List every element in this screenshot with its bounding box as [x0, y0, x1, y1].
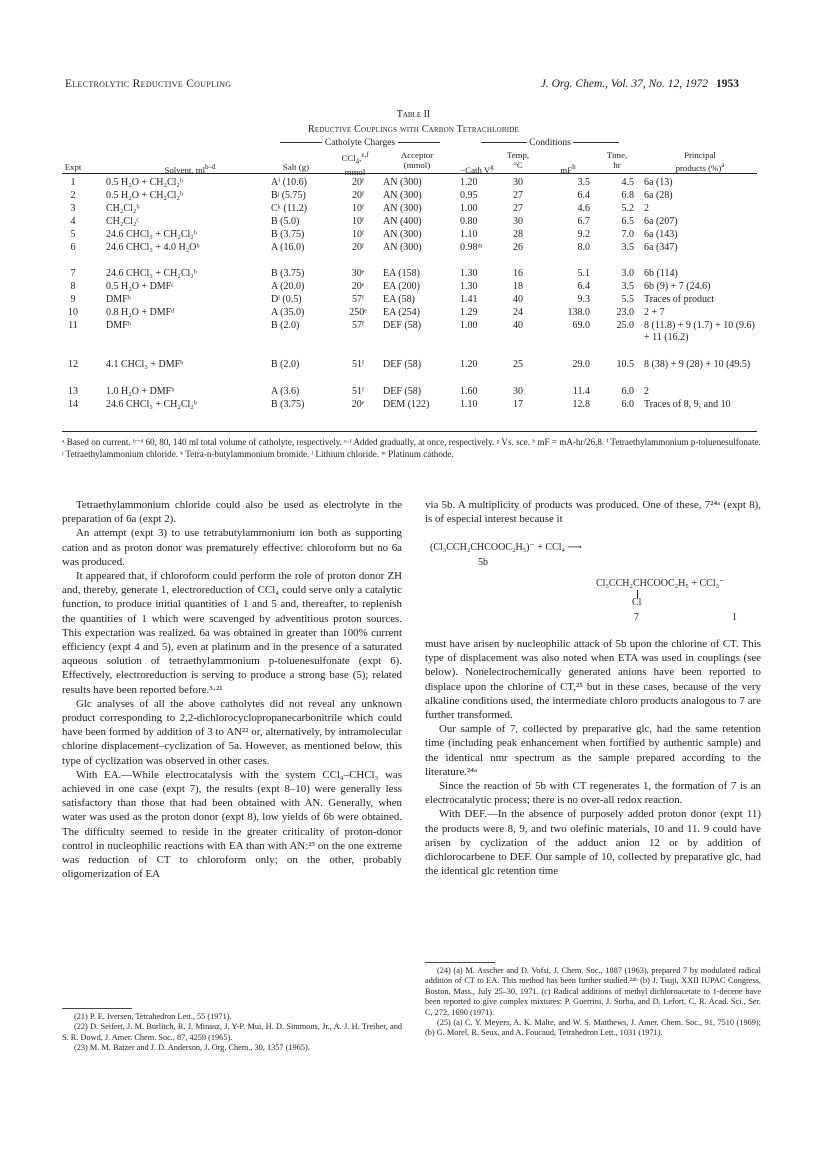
cell-ccl4: 20ᶠ	[351, 242, 365, 253]
cell-mf: 29.0	[572, 359, 590, 370]
cell-ccl4: 10ᶠ	[351, 203, 365, 214]
cell-cathode-voltage: 1.30	[460, 281, 478, 292]
cell-time: 3.0	[621, 268, 634, 279]
col-mf: $mF^h$	[560, 163, 576, 175]
cell-salt: A (35.0)	[271, 307, 305, 318]
col-ccl4: CCl$_4$,$^{e,f}$ mmol	[341, 151, 369, 177]
cell-temperature: 18	[513, 281, 523, 292]
cell-products: 2 + 7	[644, 307, 665, 318]
cell-acceptor: AN (300)	[383, 177, 422, 188]
cell-salt: Aⁱ (10.6)	[271, 177, 307, 188]
cell-cathode-voltage: 0.95	[460, 190, 478, 201]
cell-expt: 1	[70, 177, 76, 188]
scheme-reactants: (Cl₃CCH₂CHCOOC₂H₅)⁻ + CCl₄ ⟶	[430, 542, 582, 553]
paragraph: Glc analyses of all the above catholytes did not reveal any unknown product corresponding to 2,2-dichlorocyclopropanecarbonitrile which could have been formed by addition of 3 to AN²² or, alternatively, by intramolecular chlorine displacement–cyclization of 5a. However, as mentioned below, this type of cyclization was observed in other cases.	[62, 697, 402, 767]
cell-time: 3.5	[621, 281, 634, 292]
cell-products: 2	[644, 203, 649, 214]
paragraph: must have arisen by nucleophilic attack of 5b upon the chlorine of CT. This type of displacement was also noted when ETA was used in couplings (see below). Nonelectrochemically generated anions have been reported to displace upon the chlorine of CT,²⁵ but in these cases, because of the very alkaline conditions used, the intermediate chloro products analogous to 7 are further transformed.	[425, 638, 761, 722]
cell-acceptor: AN (400)	[383, 216, 422, 227]
cell-mf: 12.8	[572, 399, 590, 410]
cell-solvent: 24.6 CHCl₃ + CH₂Cl₂ᵇ	[106, 268, 197, 279]
cell-salt: Dˡ (0.5)	[271, 294, 302, 305]
cell-temperature: 24	[513, 307, 523, 318]
cell-expt: 9	[70, 294, 76, 305]
cell-expt: 11	[68, 320, 78, 331]
journal-citation: J. Org. Chem., Vol. 37, No. 12, 1972	[540, 78, 708, 90]
cell-salt: A (3.6)	[271, 386, 300, 397]
cell-ccl4: 57ᶠ	[351, 294, 365, 305]
cell-salt: B (2.0)	[271, 359, 300, 370]
cell-time: 5.2	[621, 203, 634, 214]
cell-products: 6a (207)	[644, 216, 678, 227]
cell-cathode-voltage: 1.20	[460, 359, 478, 370]
cell-ccl4: 10ᶠ	[351, 229, 365, 240]
cell-temperature: 30	[513, 386, 523, 397]
cell-temperature: 27	[513, 190, 523, 201]
reference: (23) M. M. Baizer and J. D. Anderson, J. Org. Chem., 30, 1357 (1965).	[74, 1043, 310, 1053]
cell-products: 6a (13)	[644, 177, 673, 188]
cell-time: 7.0	[621, 229, 634, 240]
running-head	[65, 78, 739, 94]
cell-solvent: 0.5 H₂O + CH₂Cl₂ᵇ	[106, 190, 183, 201]
cell-temperature: 27	[513, 203, 523, 214]
cell-solvent: 0.8 H₂O + DMFᵈ	[106, 307, 175, 318]
cell-expt: 8	[70, 281, 76, 292]
cell-salt: B (3.75)	[271, 399, 305, 410]
cell-temperature: 25	[513, 359, 523, 370]
cell-cathode-voltage: 1.00	[460, 203, 478, 214]
paragraph: via 5b. A multiplicity of products was produced. One of these, 7²⁴ᵃ (expt 8), is of especial interest because it	[425, 499, 761, 526]
cell-products: Traces of product	[644, 294, 715, 305]
cell-expt: 6	[70, 242, 76, 253]
paragraph: Tetraethylammonium chloride could also be used as electrolyte in the preparation of 6a (expt 2).	[62, 499, 402, 526]
cell-acceptor: EA (200)	[383, 281, 420, 292]
cell-mf: 5.1	[577, 268, 590, 279]
col-solvent: Solvent, $ml^{b-d}$	[164, 163, 216, 175]
scheme-substituent: Cl	[632, 597, 642, 608]
cell-expt: 2	[70, 190, 76, 201]
left-column	[62, 498, 402, 881]
paragraph: Our sample of 7, collected by preparative glc, had the same retention time (including peak enhancement when fortified by authentic sample) and the identical nmr spectrum as the sample prepared according to the literature.²⁴ᵃ	[425, 723, 761, 778]
cell-acceptor: AN (300)	[383, 242, 422, 253]
references-rule	[62, 1008, 132, 1009]
cell-salt: B (5.0)	[271, 216, 300, 227]
cell-acceptor: DEF (58)	[383, 386, 422, 397]
cell-mf: 69.0	[572, 320, 590, 331]
cell-solvent: 24.6 CHCl₃ + CH₂Cl₂ᵇ	[106, 399, 197, 410]
cell-ccl4: 250ᵉ	[349, 307, 367, 318]
col-products: Principal products (%)$^a$	[675, 150, 725, 173]
cell-products: 6b (114)	[644, 268, 678, 279]
cell-products: 8 (38) + 9 (28) + 10 (49.5)	[644, 359, 751, 370]
cell-temperature: 28	[513, 229, 523, 240]
cell-solvent: 24.6 CHCl₃ + 4.0 H₂Oᵇ	[106, 242, 200, 253]
right-column	[425, 498, 761, 526]
cell-temperature: 16	[513, 268, 523, 279]
cell-cathode-voltage: 0.80	[460, 216, 478, 227]
cell-acceptor: AN (300)	[383, 190, 422, 201]
cell-temperature: 40	[513, 320, 523, 331]
cell-mf: 3.5	[577, 177, 590, 188]
cell-cathode-voltage: 1.10	[460, 229, 478, 240]
page-number: 1953	[716, 78, 739, 90]
table-header-rule	[62, 173, 757, 174]
cell-cathode-voltage: 1.20	[460, 177, 478, 188]
cell-mf: 6.7	[577, 216, 590, 227]
cell-cathode-voltage: 1.60	[460, 386, 478, 397]
col-acceptor: Acceptor (mmol)	[400, 150, 434, 170]
cell-time: 4.5	[621, 177, 634, 188]
table-footnotes: ᵃ Based on current. ᵇ⁻ᵈ 60, 80, 140 ml total volume of catholyte, respectively. ᵉ·ᶠ Added gradually, at once, respectively. ᵍ Vs. sce. ʰ mF = mA-hr/26.8. ⁱ Tetraethylammonium p-toluenesulfonate. ʲ Tetraethylammonium chloride. ᵏ Tetra-n-butylammonium bromide. ˡ Lithium chloride. ᵐ Platinum cathode.	[62, 437, 761, 459]
cell-time: 10.5	[616, 359, 634, 370]
cell-expt: 4	[70, 216, 76, 227]
cell-acceptor: AN (300)	[383, 229, 422, 240]
cell-time: 25.0	[616, 320, 634, 331]
table-bottom-rule	[62, 431, 757, 432]
cell-solvent: CH₂Cl₂ᵇ	[106, 203, 140, 214]
reference: (21) P. E. Iversen, Tetrahedron Lett., 55 (1971).	[74, 1012, 232, 1021]
cell-mf: 8.0	[577, 242, 590, 253]
cell-salt: Bʲ (5.75)	[271, 190, 306, 201]
cell-temperature: 30	[513, 177, 523, 188]
cell-temperature: 26	[513, 242, 523, 253]
cell-acceptor: DEF (58)	[383, 320, 422, 331]
conditions-group-label: Conditions	[529, 138, 571, 148]
cell-products: Traces of 8, 9, and 10	[644, 399, 731, 410]
cell-cathode-voltage: 1.29	[460, 307, 478, 318]
cell-solvent: DMFᵇ	[106, 294, 131, 305]
cell-cathode-voltage: 1.10	[460, 399, 478, 410]
references-rule	[425, 962, 495, 963]
cell-solvent: 24.6 CHCl₃ + CH₂Cl₂ᵇ	[106, 229, 197, 240]
catholyte-group-head	[265, 138, 455, 148]
reference: (24) (a) M. Asscher and D. Vofsi, J. Chem. Soc., 1887 (1963), prepared 7 by modulated radical addition of CT to EA. This method has been further studied.²⁴ᵇ (b) J. Tsuji, XXII IUPAC Congress, Boston, Mass., July 25–30, 1971. (c) Radical additions of methyl dichloroacetate to 1-decene have been reported to give complex mixtures: P. Guerrini, J. Sorba, and D. Lefort, C. R. Acad. Sci., Ser. C, 272, 1690 (1971).	[425, 966, 761, 1017]
cell-ccl4: 51ᶠ	[351, 359, 365, 370]
cell-ccl4: 57ᶠ	[351, 320, 365, 331]
cell-expt: 3	[70, 203, 76, 214]
cell-products: 6a (347)	[644, 242, 678, 253]
references-left	[62, 1012, 402, 1054]
cell-solvent: 0.5 H₂O + CH₂Cl₂ᵇ	[106, 177, 183, 188]
cell-expt: 10	[68, 307, 78, 318]
cell-mf: 9.2	[577, 229, 590, 240]
cell-expt: 5	[70, 229, 76, 240]
col-time: Time, hr	[606, 150, 628, 170]
cell-products: 8 (11.8) + 9 (1.7) + 10 (9.6) + 11 (16.2)	[644, 320, 755, 343]
reference: (22) D. Seifert, J. M. Burlitch, R. J. Minasz, J. Y-P. Mui, H. D. Simmons, Jr., A. J. H. Treiber, and S. R. Dowd, J. Amer. Chem. Soc., 87, 4259 (1965).	[62, 1022, 402, 1042]
cell-acceptor: AN (300)	[383, 203, 422, 214]
cell-mf: 6.4	[577, 281, 590, 292]
cell-ccl4: 20ᵉ	[351, 399, 365, 410]
paragraph: Since the reaction of 5b with CT regenerates 1, the formation of 7 is an electrocatalytic process; there is no over-all redox reaction.	[425, 780, 761, 807]
cell-acceptor: DEM (122)	[383, 399, 430, 410]
cell-salt: B (3.75)	[271, 268, 305, 279]
cell-time: 6.5	[621, 216, 634, 227]
cell-ccl4: 30ᵉ	[351, 268, 365, 279]
cell-acceptor: DEF (58)	[383, 359, 422, 370]
scheme-products: Cl₃CCH₂CHCOOC₂H₅ + CCl₃⁻	[596, 578, 725, 589]
paragraph: With EA.—While electrocatalysis with the system CCl₄–CHCl₃ was achieved in one case (expt 7), the results (expt 8–10) were generally less satisfactory than those that had been obtained with AN. Generally, when water was used as the proton donor (expt 8), low yields of 6b were obtained. The difficulty seemed to reside in the greater criticality of proton-donor control in nucleophilic reactions with EA than with AN:²³ on the one extreme was reduction of CT to chloroform only; on the other, probably oligomerization of EA	[62, 768, 402, 881]
cell-cathode-voltage: 1.30	[460, 268, 478, 279]
cell-salt: A (20.0)	[271, 281, 305, 292]
cell-solvent: CH₂Cl₂ᶜ	[106, 216, 139, 227]
cell-products: 6a (143)	[644, 229, 678, 240]
cell-cathode-voltage: 0.98ᵐ	[460, 242, 483, 253]
cell-mf: 138.0	[567, 307, 590, 318]
cell-cathode-voltage: 1.00	[460, 320, 478, 331]
col-expt: Expt	[64, 162, 82, 172]
cell-expt: 7	[70, 268, 76, 279]
col-salt: Salt (g)	[282, 162, 310, 172]
cell-salt: B (3.75)	[271, 229, 305, 240]
cell-expt: 12	[68, 359, 78, 370]
cell-mf: 4.6	[577, 203, 590, 214]
cell-salt: B (2.0)	[271, 320, 300, 331]
cell-solvent: DMFᵇ	[106, 320, 131, 331]
col-cath: −Cath $V^g$	[460, 163, 494, 175]
cell-cathode-voltage: 1.41	[460, 294, 478, 305]
catholyte-group-label: Catholyte Charges	[324, 138, 396, 148]
cell-mf: 6.4	[577, 190, 590, 201]
scheme-label-7: 7	[634, 612, 639, 623]
cell-time: 6.8	[621, 190, 634, 201]
conditions-group-head	[470, 138, 630, 148]
cell-ccl4: 20ᵉ	[351, 281, 365, 292]
cell-salt: A (16.0)	[271, 242, 305, 253]
cell-time: 5.5	[621, 294, 634, 305]
cell-temperature: 40	[513, 294, 523, 305]
running-head-citation	[541, 78, 739, 90]
cell-solvent: 4.1 CHCl₃ + DMFᵇ	[106, 359, 184, 370]
cell-salt: Cᵏ (11.2)	[271, 203, 308, 214]
cell-acceptor: EA (158)	[383, 268, 420, 279]
paragraph: With DEF.—In the absence of purposely added proton donor (expt 11) the products were 8, 9, and two olefinic materials, 10 and 11. 9 could have arisen by cyclization of the adduct anion 12 or by addition of dichlorocarbene to DEF. Our sample of 10, collected by preparative glc, had the identical glc retention time	[425, 808, 761, 878]
cell-ccl4: 20ᶠ	[351, 190, 365, 201]
cell-time: 6.0	[621, 399, 634, 410]
scheme-label-1: 1	[732, 612, 737, 623]
table-caption: Reductive Couplings with Carbon Tetrachloride	[308, 124, 519, 135]
cell-solvent: 0.5 H₂O + DMFᶜ	[106, 281, 174, 292]
cell-products: 2	[644, 386, 649, 397]
scheme-label-5b: 5b	[478, 557, 488, 568]
cell-acceptor: EA (254)	[383, 307, 420, 318]
table-title: Table II	[396, 109, 431, 120]
cell-time: 23.0	[616, 307, 634, 318]
cell-mf: 9.3	[577, 294, 590, 305]
cell-temperature: 17	[513, 399, 523, 410]
reference: (25) (a) C. Y. Meyers, A. K. Malte, and W. S. Matthews, J. Amer. Chem. Soc., 91, 7510 (1969); (b) G. Morel, R. Seux, and A. Foucaud, Tetrahedron Lett., 1031 (1971).	[425, 1018, 761, 1038]
right-column-body	[425, 637, 761, 878]
references-right	[425, 966, 761, 1039]
cell-products: 6b (9) + 7 (24.6)	[644, 281, 711, 292]
cell-temperature: 30	[513, 216, 523, 227]
running-head-title: Electrolytic Reductive Coupling	[65, 78, 232, 90]
cell-ccl4: 51ᶠ	[351, 386, 365, 397]
cell-time: 6.0	[621, 386, 634, 397]
paragraph: It appeared that, if chloroform could perform the role of proton donor ZH and, thereby, generate 1, electroreduction of CCl₄ could serve only a catalytic function, to produce initial quantities of 1 and 5 and, thereafter, to replenish the quantities of 1 which were scavenged by adventitious proton sources. This expectation was realized. 6a was obtained in greater than 100% current efficiency (expt 4 and 5), even at platinum and in the presence of a saturated aqueous solution of tetraethylammonium p-toluenesulfonate (expt 6). Effectively, electroreduction is serving to produce a strong base (5); related results have been reported before.³·²¹	[62, 570, 402, 696]
cell-ccl4: 10ᶠ	[351, 216, 365, 227]
cell-time: 3.5	[621, 242, 634, 253]
col-temp: Temp, °C	[506, 150, 530, 170]
cell-mf: 11.4	[572, 386, 590, 397]
cell-acceptor: EA (58)	[383, 294, 415, 305]
paragraph: An attempt (expt 3) to use tetrabutylammonium ion both as supporting cation and as proton donor was prematurely effective: chloroform but no 6a was produced.	[62, 527, 402, 568]
cell-products: 6a (28)	[644, 190, 673, 201]
cell-expt: 13	[68, 386, 78, 397]
cell-ccl4: 20ᶠ	[351, 177, 365, 188]
cell-expt: 14	[68, 399, 78, 410]
cell-solvent: 1.0 H₂O + DMFᵇ	[106, 386, 175, 397]
